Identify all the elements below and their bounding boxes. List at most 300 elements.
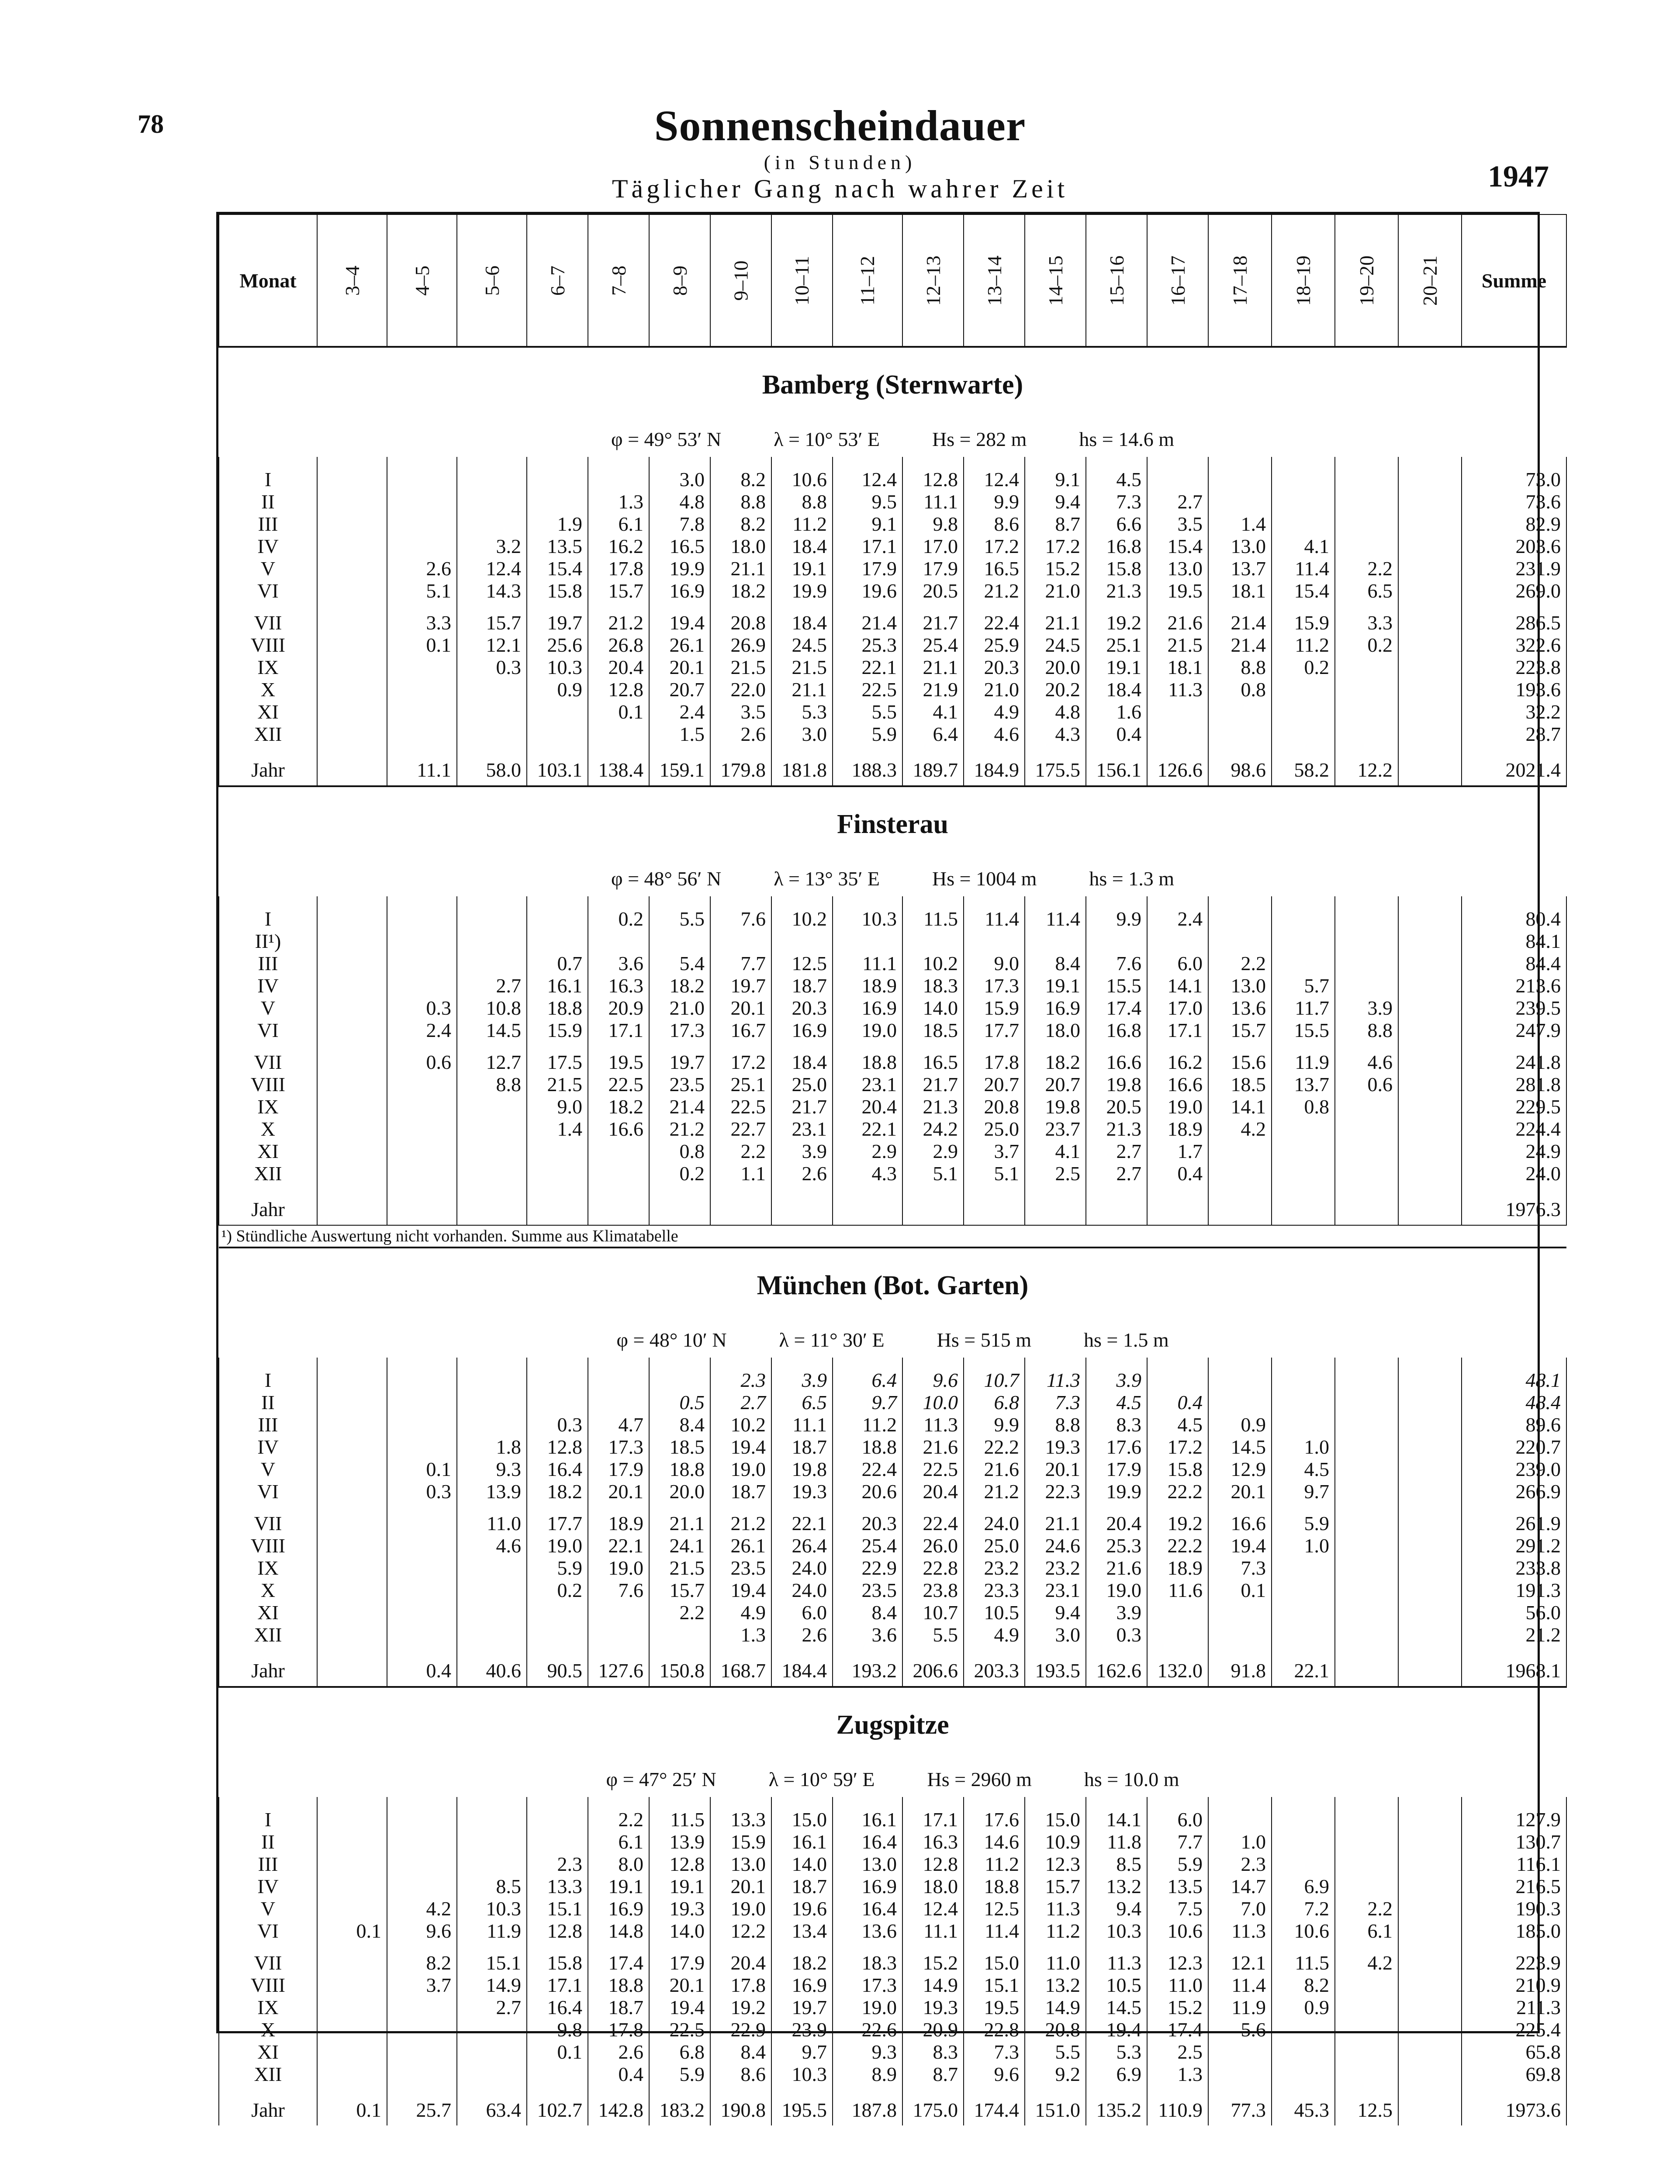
- value-cell: 9.9: [1086, 908, 1147, 930]
- value-cell: 1.3: [588, 491, 649, 513]
- value-cell: 25.0: [771, 1073, 833, 1095]
- year-total-row: [219, 2095, 1566, 2125]
- value-cell: 0.2: [527, 1579, 588, 1601]
- value-cell: [964, 1358, 1025, 1369]
- value-cell: 20.4: [588, 656, 649, 678]
- sum-cell: 269.0: [1462, 580, 1566, 602]
- value-cell: [1147, 1194, 1208, 1225]
- value-cell: [457, 2018, 527, 2041]
- value-cell: [1335, 1646, 1398, 1655]
- value-cell: [1272, 1413, 1335, 1436]
- value-cell: 17.9: [833, 557, 902, 580]
- value-cell: 11.4: [1272, 557, 1335, 580]
- value-cell: 159.1: [649, 755, 710, 786]
- value-cell: 16.9: [649, 580, 710, 602]
- value-cell: 11.1: [833, 952, 902, 975]
- month-cell: XI: [219, 701, 317, 723]
- value-cell: 8.4: [710, 2041, 771, 2063]
- value-cell: 4.5: [1147, 1413, 1208, 1436]
- month-cell: XII: [219, 1624, 317, 1646]
- value-cell: 19.2: [710, 1996, 771, 2018]
- value-cell: [387, 908, 457, 930]
- value-cell: 15.9: [1272, 612, 1335, 634]
- value-cell: [1335, 491, 1398, 513]
- month-cell: Jahr: [219, 2095, 317, 2125]
- value-cell: [387, 1391, 457, 1413]
- sum-cell: 233.8: [1462, 1557, 1566, 1579]
- value-cell: 4.1: [902, 701, 964, 723]
- value-cell: [457, 723, 527, 745]
- table-row: [219, 1051, 1566, 1073]
- sum-cell: [1462, 896, 1566, 908]
- value-cell: [1398, 1996, 1462, 2018]
- value-cell: 10.7: [902, 1601, 964, 1624]
- value-cell: 23.8: [902, 1579, 964, 1601]
- value-cell: 5.1: [387, 580, 457, 602]
- sum-cell: 24.0: [1462, 1162, 1566, 1185]
- value-cell: [457, 678, 527, 701]
- value-cell: [527, 1194, 588, 1225]
- value-cell: [1398, 1952, 1462, 1974]
- month-cell: VI: [219, 1019, 317, 1041]
- sum-cell: 191.3: [1462, 1579, 1566, 1601]
- value-cell: 5.3: [1086, 2041, 1147, 2063]
- value-cell: [387, 745, 457, 755]
- value-cell: 12.8: [902, 1853, 964, 1875]
- value-cell: [1335, 1996, 1398, 2018]
- value-cell: 5.6: [1208, 2018, 1272, 2041]
- value-cell: 0.1: [527, 2041, 588, 2063]
- value-cell: [1398, 678, 1462, 701]
- value-cell: [1398, 1557, 1462, 1579]
- value-cell: 7.6: [588, 1579, 649, 1601]
- value-cell: [1398, 1185, 1462, 1194]
- station-name: [219, 786, 1566, 861]
- coordinate-value: λ = 10° 59′ E: [768, 1768, 875, 1790]
- month-cell: Jahr: [219, 755, 317, 786]
- value-cell: 8.4: [833, 1601, 902, 1624]
- sum-cell: [1462, 1646, 1566, 1655]
- value-cell: 18.3: [902, 975, 964, 997]
- value-cell: 21.6: [1147, 612, 1208, 634]
- value-cell: [317, 535, 387, 557]
- value-cell: [902, 745, 964, 755]
- value-cell: [710, 896, 771, 908]
- value-cell: 15.4: [1147, 535, 1208, 557]
- value-cell: [317, 1646, 387, 1655]
- value-cell: [1398, 952, 1462, 975]
- value-cell: [1272, 491, 1335, 513]
- value-cell: [964, 930, 1025, 952]
- value-cell: [964, 602, 1025, 612]
- value-cell: [457, 1503, 527, 1512]
- value-cell: [1208, 1140, 1272, 1162]
- value-cell: 0.1: [387, 634, 457, 656]
- value-cell: 22.1: [833, 656, 902, 678]
- value-cell: 0.1: [317, 2095, 387, 2125]
- sum-cell: 291.2: [1462, 1534, 1566, 1557]
- value-cell: 13.0: [1208, 535, 1272, 557]
- sum-cell: 1968.1: [1462, 1655, 1566, 1687]
- value-cell: 17.7: [964, 1019, 1025, 1041]
- value-cell: 22.5: [649, 2018, 710, 2041]
- value-cell: 4.2: [1335, 1952, 1398, 1974]
- value-cell: [1398, 975, 1462, 997]
- value-cell: 19.4: [710, 1436, 771, 1458]
- value-cell: 21.0: [649, 997, 710, 1019]
- value-cell: 6.0: [1147, 952, 1208, 975]
- value-cell: [964, 457, 1025, 468]
- value-cell: 21.5: [1147, 634, 1208, 656]
- value-cell: [527, 1624, 588, 1646]
- sum-cell: 185.0: [1462, 1920, 1566, 1942]
- sum-cell: 211.3: [1462, 1996, 1566, 2018]
- value-cell: 13.6: [1208, 997, 1272, 1019]
- value-cell: 18.3: [833, 1952, 902, 1974]
- value-cell: 175.0: [902, 2095, 964, 2125]
- month-cell: VIII: [219, 1073, 317, 1095]
- value-cell: 19.2: [1086, 612, 1147, 634]
- value-cell: 20.5: [902, 580, 964, 602]
- value-cell: 14.5: [1086, 1996, 1147, 2018]
- value-cell: 21.2: [649, 1118, 710, 1140]
- value-cell: 9.0: [964, 952, 1025, 975]
- value-cell: 14.9: [457, 1974, 527, 1996]
- value-cell: [1398, 1655, 1462, 1687]
- month-cell: IX: [219, 1095, 317, 1118]
- table-row: [219, 2063, 1566, 2085]
- table-row: [219, 997, 1566, 1019]
- value-cell: 9.5: [833, 491, 902, 513]
- value-cell: 24.0: [771, 1557, 833, 1579]
- value-cell: 19.5: [964, 1996, 1025, 2018]
- value-cell: 5.3: [771, 701, 833, 723]
- value-cell: 12.5: [1335, 2095, 1398, 2125]
- value-cell: [1398, 1601, 1462, 1624]
- value-cell: 3.5: [710, 701, 771, 723]
- value-cell: [649, 1624, 710, 1646]
- value-cell: [317, 997, 387, 1019]
- value-cell: 7.6: [710, 908, 771, 930]
- value-cell: 13.9: [457, 1480, 527, 1503]
- value-cell: [387, 457, 457, 468]
- value-cell: 23.7: [1025, 1118, 1086, 1140]
- month-cell: [219, 1646, 317, 1655]
- value-cell: 12.8: [527, 1436, 588, 1458]
- value-cell: 19.3: [902, 1996, 964, 2018]
- value-cell: 22.8: [964, 2018, 1025, 2041]
- value-cell: 26.4: [771, 1534, 833, 1557]
- table-row: [219, 1480, 1566, 1503]
- value-cell: 11.9: [1208, 1996, 1272, 2018]
- value-cell: 18.0: [902, 1875, 964, 1897]
- coordinate-value: Hs = 2960 m: [927, 1768, 1032, 1790]
- value-cell: 4.2: [1208, 1118, 1272, 1140]
- value-cell: 4.3: [833, 1162, 902, 1185]
- month-cell: IX: [219, 656, 317, 678]
- value-cell: [1272, 1808, 1335, 1831]
- value-cell: 9.3: [833, 2041, 902, 2063]
- table-row: [219, 701, 1566, 723]
- value-cell: 17.4: [1086, 997, 1147, 1019]
- value-cell: 14.6: [964, 1831, 1025, 1853]
- value-cell: 20.4: [1086, 1512, 1147, 1534]
- value-cell: 2.7: [710, 1391, 771, 1413]
- value-cell: [1086, 930, 1147, 952]
- value-cell: 17.1: [902, 1808, 964, 1831]
- value-cell: [1272, 1041, 1335, 1051]
- table-row: [219, 1041, 1566, 1051]
- value-cell: 9.9: [964, 491, 1025, 513]
- value-cell: 1.0: [1272, 1534, 1335, 1557]
- value-cell: [1335, 1655, 1398, 1687]
- value-cell: 6.4: [902, 723, 964, 745]
- value-cell: [1335, 896, 1398, 908]
- value-cell: [527, 896, 588, 908]
- value-cell: 21.6: [1086, 1557, 1147, 1579]
- sum-cell: 190.3: [1462, 1897, 1566, 1920]
- value-cell: [317, 580, 387, 602]
- value-cell: [1398, 1041, 1462, 1051]
- value-cell: 19.9: [649, 557, 710, 580]
- value-cell: 21.1: [710, 557, 771, 580]
- value-cell: 0.9: [1208, 1413, 1272, 1436]
- value-cell: 2.9: [833, 1140, 902, 1162]
- header-hour-label: 3–4: [341, 265, 363, 296]
- value-cell: 63.4: [457, 2095, 527, 2125]
- value-cell: [964, 1194, 1025, 1225]
- value-cell: [771, 930, 833, 952]
- value-cell: 16.8: [1086, 535, 1147, 557]
- value-cell: 13.3: [527, 1875, 588, 1897]
- value-cell: 16.4: [527, 1458, 588, 1480]
- value-cell: 5.5: [649, 908, 710, 930]
- month-cell: [219, 2085, 317, 2095]
- value-cell: 3.3: [387, 612, 457, 634]
- value-cell: [1272, 2063, 1335, 2085]
- coordinate-value: hs = 14.6 m: [1079, 428, 1174, 450]
- value-cell: 21.7: [902, 612, 964, 634]
- value-cell: [1398, 2063, 1462, 2085]
- value-cell: 7.2: [1272, 1897, 1335, 1920]
- value-cell: [833, 1942, 902, 1952]
- month-cell: [219, 1041, 317, 1051]
- value-cell: 6.0: [1147, 1808, 1208, 1831]
- value-cell: [317, 2018, 387, 2041]
- value-cell: [1398, 745, 1462, 755]
- month-cell: [219, 1358, 317, 1369]
- value-cell: 17.4: [1147, 2018, 1208, 2041]
- value-cell: 17.3: [833, 1974, 902, 1996]
- value-cell: [1335, 930, 1398, 952]
- value-cell: 18.4: [771, 535, 833, 557]
- table-row: [219, 468, 1566, 491]
- page-number: 78: [138, 110, 164, 138]
- value-cell: 15.6: [1208, 1051, 1272, 1073]
- value-cell: 9.3: [457, 1458, 527, 1480]
- value-cell: 17.3: [588, 1436, 649, 1458]
- value-cell: [588, 1194, 649, 1225]
- value-cell: [1272, 1831, 1335, 1853]
- value-cell: 17.3: [649, 1019, 710, 1041]
- value-cell: 22.5: [710, 1095, 771, 1118]
- header-hour: [387, 214, 457, 347]
- value-cell: [387, 1624, 457, 1646]
- value-cell: 12.4: [457, 557, 527, 580]
- value-cell: [317, 1875, 387, 1897]
- value-cell: 16.4: [833, 1831, 902, 1853]
- value-cell: 13.0: [833, 1853, 902, 1875]
- month-cell: X: [219, 678, 317, 701]
- value-cell: 16.9: [588, 1897, 649, 1920]
- value-cell: [902, 1503, 964, 1512]
- value-cell: [317, 2041, 387, 2063]
- value-cell: 17.0: [1147, 997, 1208, 1019]
- sum-cell: 127.9: [1462, 1808, 1566, 1831]
- value-cell: [317, 1942, 387, 1952]
- value-cell: 3.6: [833, 1624, 902, 1646]
- value-cell: [317, 896, 387, 908]
- header-hour-label: 15–16: [1105, 255, 1128, 306]
- table-row: [219, 1162, 1566, 1185]
- value-cell: 22.5: [902, 1458, 964, 1480]
- value-cell: [1398, 557, 1462, 580]
- value-cell: [527, 1140, 588, 1162]
- value-cell: 9.7: [1272, 1480, 1335, 1503]
- value-cell: 9.4: [1025, 491, 1086, 513]
- value-cell: 25.7: [387, 2095, 457, 2125]
- value-cell: [1086, 745, 1147, 755]
- value-cell: 16.5: [649, 535, 710, 557]
- value-cell: 110.9: [1147, 2095, 1208, 2125]
- value-cell: 1.3: [710, 1624, 771, 1646]
- value-cell: 13.0: [1147, 557, 1208, 580]
- value-cell: [771, 1646, 833, 1655]
- sum-cell: 281.8: [1462, 1073, 1566, 1095]
- value-cell: 19.4: [1208, 1534, 1272, 1557]
- value-cell: [457, 491, 527, 513]
- value-cell: [1272, 1140, 1335, 1162]
- value-cell: [1335, 1601, 1398, 1624]
- value-cell: 3.6: [588, 952, 649, 975]
- value-cell: [833, 896, 902, 908]
- value-cell: 5.5: [902, 1624, 964, 1646]
- value-cell: [649, 930, 710, 952]
- value-cell: 132.0: [1147, 1655, 1208, 1687]
- value-cell: 17.2: [710, 1051, 771, 1073]
- page-subtitle: (in Stunden): [764, 151, 916, 173]
- value-cell: 18.5: [1208, 1073, 1272, 1095]
- value-cell: 19.9: [1086, 1480, 1147, 1503]
- value-cell: 11.3: [1147, 678, 1208, 701]
- coordinate-value: λ = 10° 53′ E: [774, 428, 880, 450]
- month-cell: II: [219, 1391, 317, 1413]
- value-cell: 16.5: [902, 1051, 964, 1073]
- value-cell: [317, 1358, 387, 1369]
- value-cell: 20.5: [1086, 1095, 1147, 1118]
- value-cell: 20.1: [710, 997, 771, 1019]
- value-cell: 17.5: [527, 1051, 588, 1073]
- value-cell: [457, 908, 527, 930]
- coordinate-value: φ = 48° 10′ N: [616, 1329, 727, 1351]
- value-cell: 25.0: [964, 1118, 1025, 1140]
- sum-cell: 266.9: [1462, 1480, 1566, 1503]
- value-cell: 6.5: [771, 1391, 833, 1413]
- value-cell: 11.4: [964, 908, 1025, 930]
- value-cell: [588, 1358, 649, 1369]
- value-cell: 22.1: [1272, 1655, 1335, 1687]
- header-hour: [649, 214, 710, 347]
- value-cell: [387, 930, 457, 952]
- table-row: [219, 656, 1566, 678]
- value-cell: 10.0: [902, 1391, 964, 1413]
- value-cell: 168.7: [710, 1655, 771, 1687]
- value-cell: [1398, 468, 1462, 491]
- sum-cell: 231.9: [1462, 557, 1566, 580]
- value-cell: 6.4: [833, 1369, 902, 1391]
- value-cell: 16.9: [771, 1974, 833, 1996]
- value-cell: 17.8: [588, 2018, 649, 2041]
- station-name-cell: Zugspitze: [219, 1687, 1566, 1762]
- value-cell: [457, 1162, 527, 1185]
- value-cell: [588, 1601, 649, 1624]
- value-cell: 18.9: [833, 975, 902, 997]
- value-cell: 21.1: [771, 678, 833, 701]
- value-cell: 8.6: [710, 2063, 771, 2085]
- value-cell: [902, 2085, 964, 2095]
- value-cell: [1272, 1162, 1335, 1185]
- month-cell: VI: [219, 580, 317, 602]
- value-cell: 15.5: [1272, 1019, 1335, 1041]
- year-total-row: [219, 1194, 1566, 1225]
- value-cell: [964, 896, 1025, 908]
- value-cell: 11.3: [1086, 1952, 1147, 1974]
- month-cell: [219, 1797, 317, 1808]
- value-cell: [902, 1041, 964, 1051]
- value-cell: [833, 2085, 902, 2095]
- value-cell: 20.0: [649, 1480, 710, 1503]
- coordinate-value: hs = 1.3 m: [1089, 867, 1174, 890]
- value-cell: 8.5: [1086, 1853, 1147, 1875]
- value-cell: [1147, 1369, 1208, 1391]
- value-cell: 17.8: [710, 1974, 771, 1996]
- value-cell: 20.7: [964, 1073, 1025, 1095]
- value-cell: [527, 1942, 588, 1952]
- value-cell: 2.7: [457, 1996, 527, 2018]
- value-cell: 16.1: [833, 1808, 902, 1831]
- value-cell: 142.8: [588, 2095, 649, 2125]
- value-cell: 12.2: [710, 1920, 771, 1942]
- value-cell: [387, 896, 457, 908]
- sum-cell: 24.9: [1462, 1140, 1566, 1162]
- value-cell: [387, 2041, 457, 2063]
- value-cell: [1398, 1646, 1462, 1655]
- value-cell: 12.9: [1208, 1458, 1272, 1480]
- value-cell: [964, 1041, 1025, 1051]
- value-cell: 0.1: [588, 701, 649, 723]
- table-row: [219, 1369, 1566, 1391]
- value-cell: [387, 2018, 457, 2041]
- table-row: [219, 2085, 1566, 2095]
- value-cell: 20.4: [710, 1952, 771, 1974]
- value-cell: [457, 896, 527, 908]
- value-cell: [1335, 1358, 1398, 1369]
- value-cell: 0.2: [1272, 656, 1335, 678]
- header-hour-label: 5–6: [480, 265, 503, 296]
- table-row: [219, 975, 1566, 997]
- value-cell: [1272, 1797, 1335, 1808]
- value-cell: [457, 2085, 527, 2095]
